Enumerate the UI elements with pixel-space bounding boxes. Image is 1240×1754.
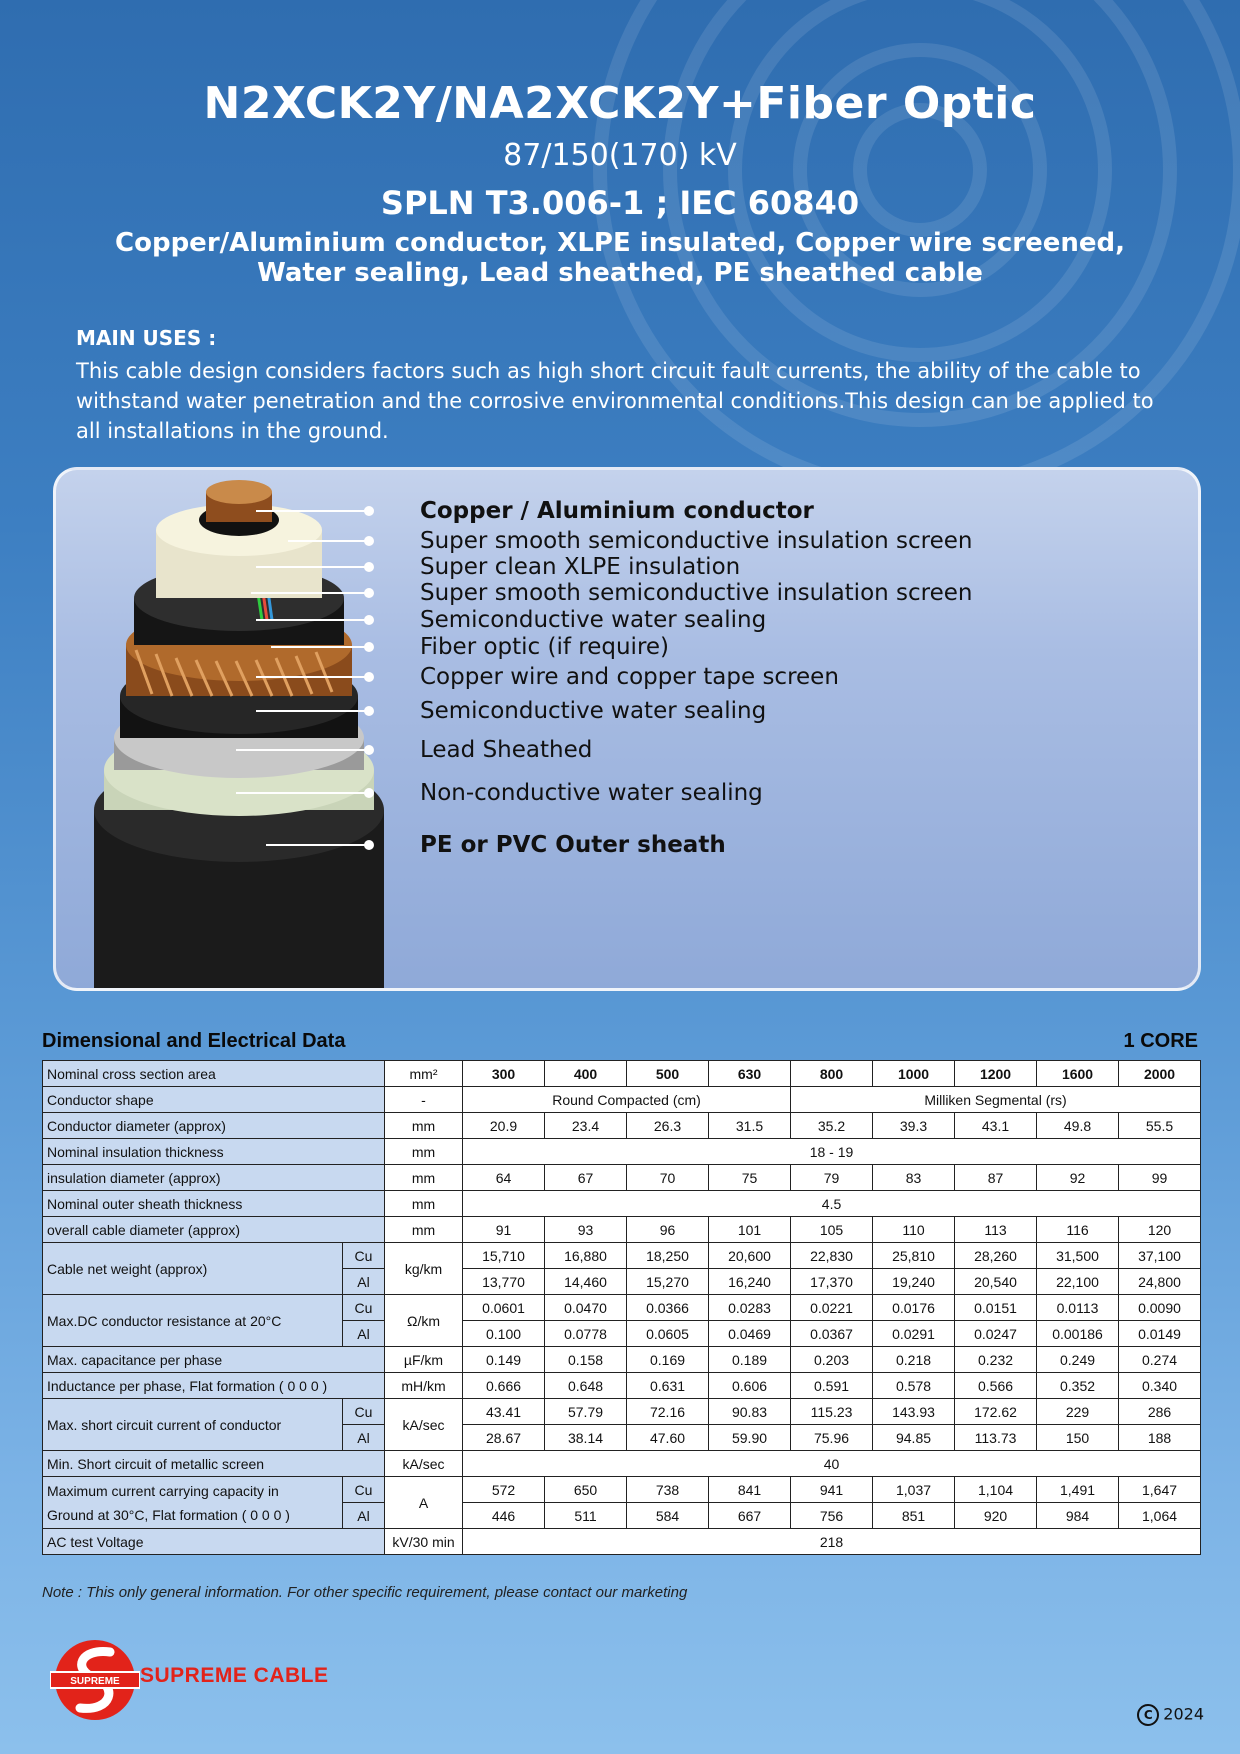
table-row (43, 1399, 1201, 1425)
cable-diagram-panel (53, 467, 1201, 991)
table-cell: 18,250 (627, 1243, 709, 1269)
table-row (43, 1451, 1201, 1477)
leader-line (288, 540, 368, 542)
table-cell: 35.2 (791, 1113, 873, 1139)
leader-line (256, 510, 368, 512)
table-cell: 43.1 (955, 1113, 1037, 1139)
main-uses-heading: MAIN USES : (76, 326, 217, 350)
table-row (43, 1217, 1201, 1243)
table-cell: 1,037 (873, 1477, 955, 1503)
table-cell: 20,540 (955, 1269, 1037, 1295)
table-cell: 113 (955, 1217, 1037, 1243)
leader-line (251, 592, 368, 594)
row-label (43, 1477, 343, 1529)
table-cell: 120 (1119, 1217, 1201, 1243)
row-unit: mm (385, 1139, 463, 1165)
layer-label: PE or PVC Outer sheath (420, 832, 726, 858)
table-cell: 110 (873, 1217, 955, 1243)
layer-label: Semiconductive water sealing (420, 698, 767, 724)
row-unit: Ω/km (385, 1295, 463, 1347)
description (0, 228, 1240, 288)
table-cell: 16,880 (545, 1243, 627, 1269)
layer-label: Semiconductive water sealing (420, 607, 767, 633)
row-unit: kA/sec (385, 1399, 463, 1451)
table-cell: 0.0247 (955, 1321, 1037, 1347)
table-cell: 0.169 (627, 1347, 709, 1373)
row-label: Inductance per phase, Flat formation ( 0 0 0 ) (43, 1373, 385, 1399)
table-cell: 0.0221 (791, 1295, 873, 1321)
table-cell: 1200 (955, 1061, 1037, 1087)
row-unit: mm (385, 1113, 463, 1139)
layer-label: Lead Sheathed (420, 737, 593, 763)
table-cell: 99 (1119, 1165, 1201, 1191)
table-cell: 37,100 (1119, 1243, 1201, 1269)
row-label: Max. capacitance per phase (43, 1347, 385, 1373)
table-cell: 0.0151 (955, 1295, 1037, 1321)
table-cell: 0.0470 (545, 1295, 627, 1321)
table-row (43, 1165, 1201, 1191)
table-cell: 984 (1037, 1503, 1119, 1529)
table-cell: 584 (627, 1503, 709, 1529)
table-row (43, 1139, 1201, 1165)
table-cell: 650 (545, 1477, 627, 1503)
table-cell: 49.8 (1037, 1113, 1119, 1139)
leader-dot (364, 562, 374, 572)
table-cell: 0.0366 (627, 1295, 709, 1321)
table-cell: 20,600 (709, 1243, 791, 1269)
table-cell: 40 (463, 1451, 1201, 1477)
table-cell: 941 (791, 1477, 873, 1503)
leader-dot (364, 706, 374, 716)
table-cell: 400 (545, 1061, 627, 1087)
cu-label: Cu (343, 1295, 385, 1321)
table-cell: 150 (1037, 1425, 1119, 1451)
table-cell: 800 (791, 1061, 873, 1087)
table-cell: 116 (1037, 1217, 1119, 1243)
al-label: Al (343, 1425, 385, 1451)
row-unit: kV/30 min (385, 1529, 463, 1555)
row-label: Cable net weight (approx) (43, 1243, 343, 1295)
leader-line (266, 844, 368, 846)
table-cell: 39.3 (873, 1113, 955, 1139)
main-uses-text: This cable design considers factors such as high short circuit fault currents, the ability of the cable to withstand water penetration and the corrosive environmental conditions.This design can be applied to all installations in the ground. (76, 359, 1154, 443)
cu-label: Cu (343, 1477, 385, 1503)
table-row (43, 1373, 1201, 1399)
table-cell: 72.16 (627, 1399, 709, 1425)
table-core-label: 1 CORE (1123, 1030, 1198, 1052)
table-cell: 0.249 (1037, 1347, 1119, 1373)
layer-label: Super smooth semiconductive insulation screen (420, 580, 973, 606)
table-row (43, 1191, 1201, 1217)
table-cell: 1000 (873, 1061, 955, 1087)
table-cell: 115.23 (791, 1399, 873, 1425)
table-cell: 0.340 (1119, 1373, 1201, 1399)
table-cell: 0.566 (955, 1373, 1037, 1399)
row-label: Min. Short circuit of metallic screen (43, 1451, 385, 1477)
leader-dot (364, 788, 374, 798)
row-label: insulation diameter (approx) (43, 1165, 385, 1191)
table-cell: 96 (627, 1217, 709, 1243)
table-cell: 18 - 19 (463, 1139, 1201, 1165)
leader-dot (364, 642, 374, 652)
table-row (43, 1347, 1201, 1373)
leader-line (271, 646, 368, 648)
table-cell: 1,647 (1119, 1477, 1201, 1503)
leader-line (256, 676, 368, 678)
table-cell: 28.67 (463, 1425, 545, 1451)
table-cell: 0.00186 (1037, 1321, 1119, 1347)
layer-label: Super clean XLPE insulation (420, 554, 741, 580)
table-cell: 101 (709, 1217, 791, 1243)
table-row (43, 1529, 1201, 1555)
row-label: Conductor shape (43, 1087, 385, 1113)
description-line2: Water sealing, Lead sheathed, PE sheathed cable (257, 258, 983, 288)
layer-label: Fiber optic (if require) (420, 634, 670, 660)
layer-label: Super smooth semiconductive insulation screen (420, 528, 973, 554)
table-cell: 87 (955, 1165, 1037, 1191)
table-cell: 446 (463, 1503, 545, 1529)
table-cell: 26.3 (627, 1113, 709, 1139)
table-cell: 143.93 (873, 1399, 955, 1425)
table-cell: 31,500 (1037, 1243, 1119, 1269)
table-cell: 920 (955, 1503, 1037, 1529)
table-cell: 28,260 (955, 1243, 1037, 1269)
row-label: Max. short circuit current of conductor (43, 1399, 343, 1451)
table-cell: Milliken Segmental (rs) (791, 1087, 1201, 1113)
table-cell: 0.0149 (1119, 1321, 1201, 1347)
table-cell: 0.203 (791, 1347, 873, 1373)
table-cell: 75 (709, 1165, 791, 1191)
table-cell: 24,800 (1119, 1269, 1201, 1295)
row-label-line1: Maximum current carrying capacity in (47, 1482, 279, 1499)
table-cell: 667 (709, 1503, 791, 1529)
table-cell: 0.666 (463, 1373, 545, 1399)
table-cell: 0.0283 (709, 1295, 791, 1321)
leader-dot (364, 536, 374, 546)
table-cell: 300 (463, 1061, 545, 1087)
table-cell: 19,240 (873, 1269, 955, 1295)
table-cell: 2000 (1119, 1061, 1201, 1087)
table-cell: 0.0090 (1119, 1295, 1201, 1321)
row-label-line2: Ground at 30°C, Flat formation ( 0 0 0 ) (47, 1506, 290, 1523)
table-cell: 0.0469 (709, 1321, 791, 1347)
table-cell: 25,810 (873, 1243, 955, 1269)
table-cell: 20.9 (463, 1113, 545, 1139)
table-cell: 31.5 (709, 1113, 791, 1139)
layer-label: Copper wire and copper tape screen (420, 664, 839, 690)
layer-label: Copper / Aluminium conductor (420, 498, 814, 524)
table-cell: 57.79 (545, 1399, 627, 1425)
table-cell: 92 (1037, 1165, 1119, 1191)
row-unit: mm (385, 1217, 463, 1243)
leader-line (256, 619, 368, 621)
copyright-icon: C (1137, 1704, 1159, 1726)
leader-dot (364, 615, 374, 625)
leader-dot (364, 588, 374, 598)
table-cell: 500 (627, 1061, 709, 1087)
table-cell: 0.0601 (463, 1295, 545, 1321)
leader-dot (364, 506, 374, 516)
row-label: Nominal outer sheath thickness (43, 1191, 385, 1217)
table-cell: 0.0367 (791, 1321, 873, 1347)
al-label: Al (343, 1321, 385, 1347)
table-cell: 0.606 (709, 1373, 791, 1399)
table-cell: 0.100 (463, 1321, 545, 1347)
table-cell: 630 (709, 1061, 791, 1087)
row-unit: µF/km (385, 1347, 463, 1373)
leader-dot (364, 672, 374, 682)
table-cell: 0.0605 (627, 1321, 709, 1347)
row-unit: A (385, 1477, 463, 1529)
row-unit: - (385, 1087, 463, 1113)
description-line1: Copper/Aluminium conductor, XLPE insulated, Copper wire screened, (115, 228, 1125, 258)
table-cell: 67 (545, 1165, 627, 1191)
table-cell: 172.62 (955, 1399, 1037, 1425)
table-cell: 47.60 (627, 1425, 709, 1451)
table-row (43, 1113, 1201, 1139)
product-title: N2XCK2Y/NA2XCK2Y+Fiber Optic (203, 78, 1037, 129)
table-cell: 0.648 (545, 1373, 627, 1399)
table-cell: 229 (1037, 1399, 1119, 1425)
table-cell: 113.73 (955, 1425, 1037, 1451)
row-label: AC test Voltage (43, 1529, 385, 1555)
row-unit: mm (385, 1165, 463, 1191)
table-cell: 13,770 (463, 1269, 545, 1295)
table-cell: 218 (463, 1529, 1201, 1555)
table-cell: 188 (1119, 1425, 1201, 1451)
table-cell: 851 (873, 1503, 955, 1529)
row-unit: mm² (385, 1061, 463, 1087)
row-unit: kA/sec (385, 1451, 463, 1477)
leader-dot (364, 840, 374, 850)
table-cell: 1,491 (1037, 1477, 1119, 1503)
table-cell: 90.83 (709, 1399, 791, 1425)
table-cell: 0.0113 (1037, 1295, 1119, 1321)
brand-name: SUPREME CABLE (140, 1664, 329, 1687)
table-cell: 1,064 (1119, 1503, 1201, 1529)
table-cell: 38.14 (545, 1425, 627, 1451)
table-cell: 0.631 (627, 1373, 709, 1399)
leader-line (256, 566, 368, 568)
table-cell: 4.5 (463, 1191, 1201, 1217)
footnote: Note : This only general information. For other specific requirement, please contact our marketing (42, 1584, 688, 1601)
table-cell: 94.85 (873, 1425, 955, 1451)
layer-label: Non-conductive water sealing (420, 780, 763, 806)
leader-line (256, 710, 368, 712)
spec-table (42, 1060, 1201, 1555)
cu-label: Cu (343, 1243, 385, 1269)
table-cell: 0.232 (955, 1347, 1037, 1373)
cu-label: Cu (343, 1399, 385, 1425)
supreme-logo-icon (50, 1630, 140, 1730)
row-label: Nominal insulation thickness (43, 1139, 385, 1165)
table-row (43, 1295, 1201, 1321)
table-cell: 756 (791, 1503, 873, 1529)
voltage-rating: 87/150(170) kV (503, 138, 737, 173)
row-unit: kg/km (385, 1243, 463, 1295)
al-label: Al (343, 1503, 385, 1529)
table-cell: 22,830 (791, 1243, 873, 1269)
row-label: overall cable diameter (approx) (43, 1217, 385, 1243)
table-row (43, 1477, 1201, 1503)
table-row (43, 1087, 1201, 1113)
table-cell: 286 (1119, 1399, 1201, 1425)
table-cell: 14,460 (545, 1269, 627, 1295)
table-cell: 0.578 (873, 1373, 955, 1399)
table-cell: 0.0291 (873, 1321, 955, 1347)
table-cell: 1,104 (955, 1477, 1037, 1503)
table-cell: 83 (873, 1165, 955, 1191)
table-cell: 738 (627, 1477, 709, 1503)
table-cell: 15,710 (463, 1243, 545, 1269)
row-unit: mH/km (385, 1373, 463, 1399)
table-cell: 17,370 (791, 1269, 873, 1295)
table-cell: 105 (791, 1217, 873, 1243)
table-cell: 0.158 (545, 1347, 627, 1373)
table-cell: 572 (463, 1477, 545, 1503)
table-cell: 0.591 (791, 1373, 873, 1399)
table-cell: 0.352 (1037, 1373, 1119, 1399)
table-cell: 0.0778 (545, 1321, 627, 1347)
table-row (43, 1061, 1201, 1087)
table-cell: 75.96 (791, 1425, 873, 1451)
row-label: Nominal cross section area (43, 1061, 385, 1087)
table-cell: Round Compacted (cm) (463, 1087, 791, 1113)
table-cell: 55.5 (1119, 1113, 1201, 1139)
table-cell: 0.149 (463, 1347, 545, 1373)
table-cell: 79 (791, 1165, 873, 1191)
table-cell: 0.189 (709, 1347, 791, 1373)
row-unit: mm (385, 1191, 463, 1217)
table-cell: 43.41 (463, 1399, 545, 1425)
table-cell: 511 (545, 1503, 627, 1529)
table-cell: 59.90 (709, 1425, 791, 1451)
table-cell: 70 (627, 1165, 709, 1191)
table-cell: 0.0176 (873, 1295, 955, 1321)
logo-word: SUPREME (70, 1676, 120, 1687)
copyright-year: 2024 (1163, 1704, 1204, 1724)
row-label: Conductor diameter (approx) (43, 1113, 385, 1139)
table-title: Dimensional and Electrical Data (42, 1030, 346, 1052)
table-row (43, 1243, 1201, 1269)
row-label: Max.DC conductor resistance at 20°C (43, 1295, 343, 1347)
al-label: Al (343, 1269, 385, 1295)
table-cell: 91 (463, 1217, 545, 1243)
table-cell: 0.218 (873, 1347, 955, 1373)
leader-line (236, 792, 368, 794)
leader-line (236, 749, 368, 751)
table-cell: 0.274 (1119, 1347, 1201, 1373)
table-cell: 841 (709, 1477, 791, 1503)
leader-dot (364, 745, 374, 755)
table-cell: 1600 (1037, 1061, 1119, 1087)
copyright (1137, 1704, 1204, 1726)
table-cell: 16,240 (709, 1269, 791, 1295)
table-cell: 93 (545, 1217, 627, 1243)
standard: SPLN T3.006-1 ; IEC 60840 (380, 184, 860, 222)
table-cell: 64 (463, 1165, 545, 1191)
table-cell: 15,270 (627, 1269, 709, 1295)
table-cell: 22,100 (1037, 1269, 1119, 1295)
table-cell: 23.4 (545, 1113, 627, 1139)
